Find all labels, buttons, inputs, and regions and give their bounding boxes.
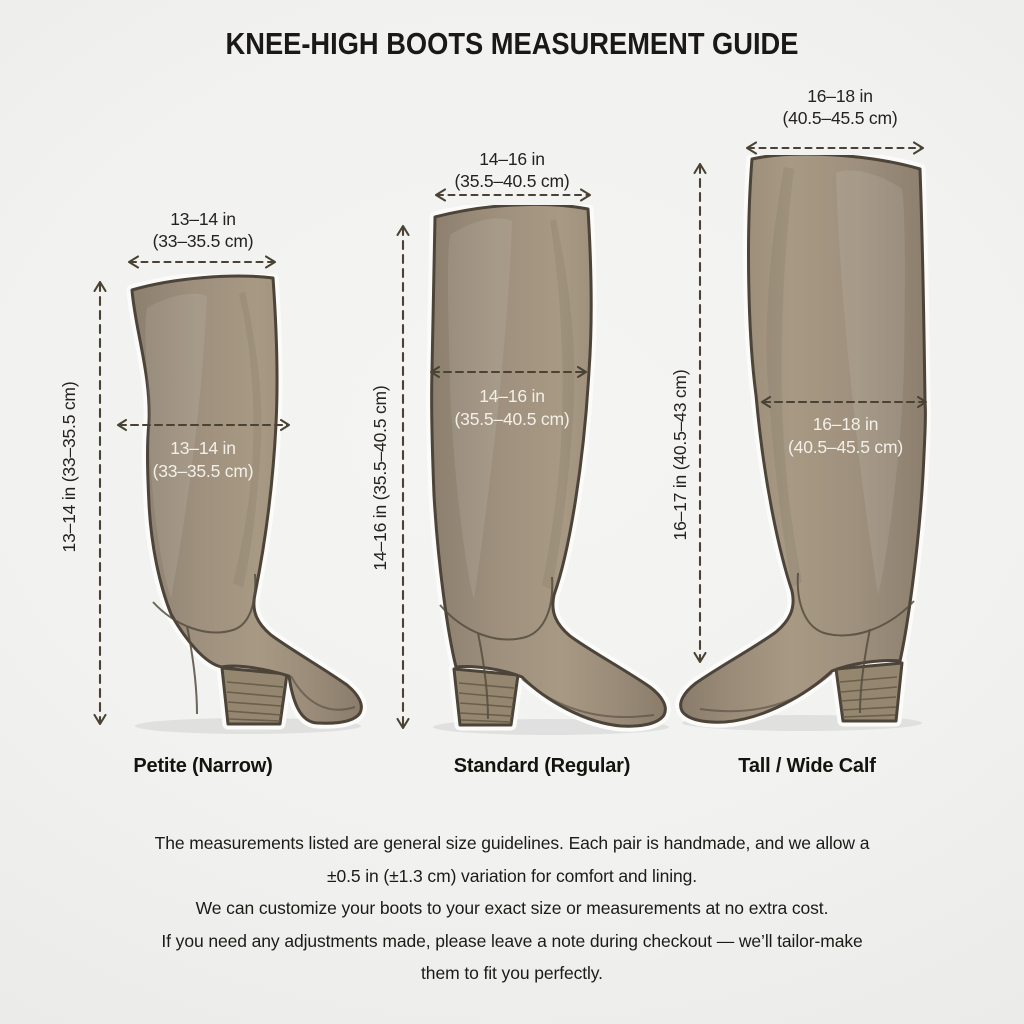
tall-calf-cm: (40.5–45.5 cm) xyxy=(788,437,903,457)
footnote-line-2: ±0.5 in (±1.3 cm) variation for comfort and lining. xyxy=(326,865,698,886)
standard-calf-in: 14–16 in xyxy=(479,386,545,406)
tall-top-width-arrow xyxy=(742,140,928,156)
tall-height-label: 16–17 in (40.5–43 cm) xyxy=(670,369,690,541)
tall-calf-arrow xyxy=(757,395,931,409)
tall-calf-in: 16–18 in xyxy=(812,414,879,434)
petite-boot-illustration xyxy=(123,274,369,736)
petite-top-width-cm: (33–35.5 cm) xyxy=(152,231,254,251)
footnote-line-3: We can customize your boots to your exact size or measurements at no extra cost. xyxy=(195,898,829,918)
standard-boot-illustration xyxy=(426,205,672,737)
petite-calf-arrow xyxy=(113,418,294,432)
standard-height-label: 14–16 in (35.5–40.5 cm) xyxy=(370,385,390,571)
tall-top-width-in: 16–18 in xyxy=(807,86,873,106)
petite-name-label: Petite (Narrow) xyxy=(133,755,273,777)
standard-top-width-label xyxy=(412,148,612,192)
tall-top-width-label xyxy=(740,85,940,129)
tall-calf-label xyxy=(748,413,943,459)
petite-top-width-in: 13–14 in xyxy=(170,209,236,229)
footnote-line-1: The measurements listed are general size guidelines. Each pair is handmade, and we allow a xyxy=(154,833,870,853)
petite-calf-label xyxy=(108,437,298,483)
standard-height-arrow xyxy=(395,221,411,733)
standard-calf-arrow xyxy=(426,365,591,379)
footnote-line-5: them to fit you perfectly. xyxy=(421,963,603,983)
petite-top-width-label xyxy=(103,208,303,252)
standard-calf-cm: (35.5–40.5 cm) xyxy=(454,409,570,429)
tall-top-width-cm: (40.5–45.5 cm) xyxy=(782,108,898,128)
standard-name-label: Standard (Regular) xyxy=(453,755,631,777)
petite-height-label: 13–14 in (33–35.5 cm) xyxy=(59,381,79,553)
footnote xyxy=(112,827,912,990)
tall-name-label: Tall / Wide Calf xyxy=(738,755,876,777)
standard-top-width-cm: (35.5–40.5 cm) xyxy=(454,171,570,191)
standard-calf-label xyxy=(417,385,607,431)
page-title: KNEE-HIGH BOOTS MEASUREMENT GUIDE xyxy=(225,26,799,61)
standard-top-width-in: 14–16 in xyxy=(479,149,545,169)
petite-top-width-arrow xyxy=(124,254,280,270)
standard-top-width-arrow xyxy=(431,187,595,203)
footnote-line-4: If you need any adjustments made, please leave a note during checkout — we’ll tailor-make xyxy=(161,930,863,951)
petite-calf-in: 13–14 in xyxy=(170,438,236,458)
petite-height-arrow xyxy=(92,277,108,729)
petite-calf-cm: (33–35.5 cm) xyxy=(152,461,254,481)
